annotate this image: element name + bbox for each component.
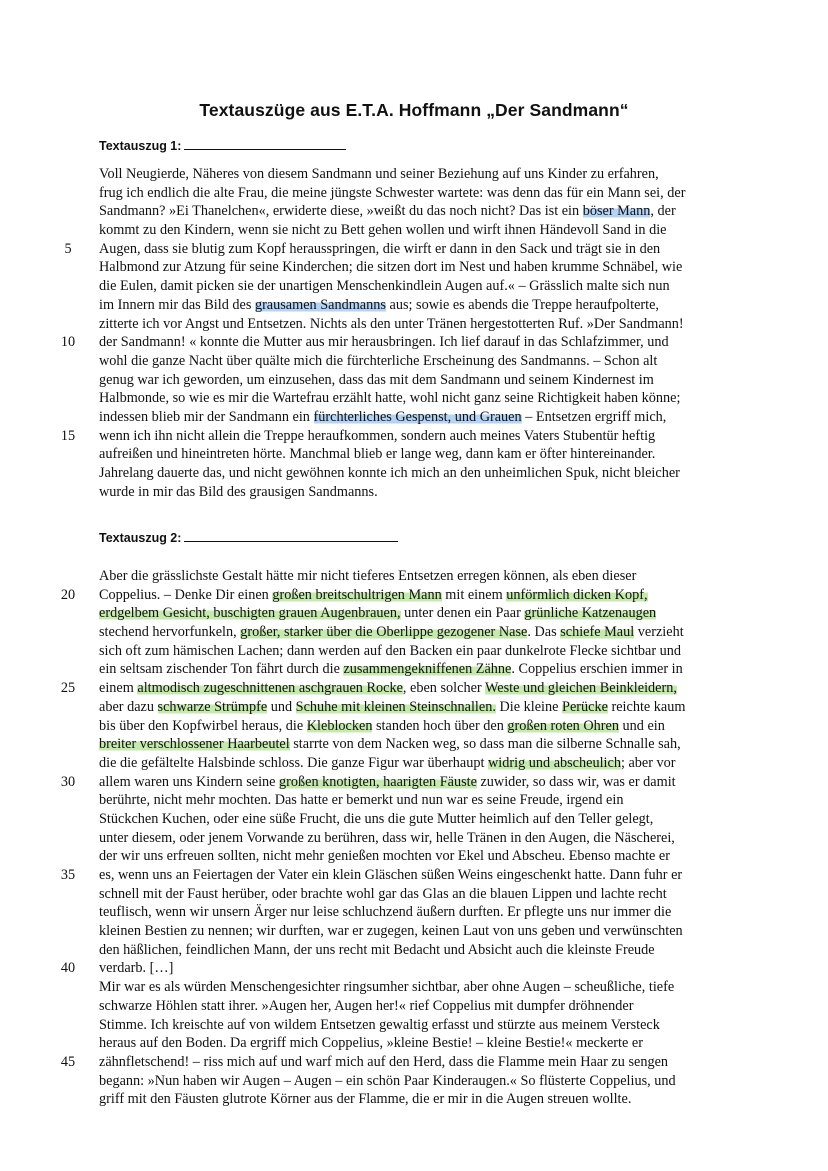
line-number: 30 xyxy=(60,773,76,790)
line-number: 5 xyxy=(64,240,72,257)
text-segment: im Innern mir das Bild des xyxy=(99,296,255,313)
text-segment: begann: »Nun haben wir Augen – Augen – ein schön Paar Kinderaugen.« So flüsterte Coppelius, und xyxy=(99,1072,676,1089)
highlight-green: großen breitschultrigen Mann xyxy=(272,586,442,603)
text-line xyxy=(99,464,685,483)
text-segment: zuwider, so dass wir, was er damit xyxy=(476,773,676,790)
text-line xyxy=(99,698,685,717)
highlight-green: grünliche Katzenaugen xyxy=(524,605,657,622)
text-line xyxy=(99,717,685,736)
highlight-green: altmodisch zugeschnittenen aschgrauen Rocke xyxy=(137,680,403,697)
text-line xyxy=(99,165,685,184)
highlight-blue: grausamen Sandmanns xyxy=(254,296,386,313)
text-line xyxy=(99,1072,685,1091)
text-segment: zähnfletschend! – riss mich auf und warf mich auf den Herd, dass die Flamme mein Haar zu sengen xyxy=(99,1053,669,1070)
text-line xyxy=(99,445,685,464)
text-segment: teuflisch, wenn wir unsern Ärger nur leise schluchzend äußern durften. Er pflegte uns nur immer die xyxy=(99,904,672,921)
text-segment: kommt zu den Kindern, wenn sie nicht zu Bett gehen wollen und wirft ihnen Händevoll Sand in die xyxy=(99,222,667,239)
highlight-green: Weste und gleichen Beinkleidern, xyxy=(484,680,677,697)
text-line xyxy=(99,623,685,642)
highlight-green: widrig und abscheulich xyxy=(487,754,621,771)
text-line xyxy=(64,240,685,259)
text-line xyxy=(99,1034,685,1053)
text-segment: Mir war es als würden Menschengesichter ringsumher sichtbar, aber ohne Augen – scheußliche, tiefe xyxy=(99,979,675,996)
text-line xyxy=(99,408,685,427)
text-segment: , eben solcher xyxy=(402,680,485,697)
text-segment: schnell mit der Faust herüber, oder brachte wohl gar das Glas an die blauen Lippen und lachte recht xyxy=(99,885,667,902)
text-line xyxy=(99,847,685,866)
text-line xyxy=(99,389,685,408)
text-line xyxy=(60,866,685,885)
excerpt-2-heading-label: Textauszug 2: xyxy=(99,531,182,545)
text-segment: der wir uns erfreuen sollten, nicht mehr genießen mochten vor Ekel und Abscheu. Ebenso machte er xyxy=(99,848,671,865)
text-segment: unter denen ein Paar xyxy=(400,605,525,622)
text-line xyxy=(99,791,685,810)
text-line xyxy=(99,642,685,661)
text-line xyxy=(99,371,685,390)
text-line xyxy=(99,1016,685,1035)
text-segment: kleinen Bestien zu nennen; wir durften, war er zugegen, keinen Laut von uns geben und verwünschten xyxy=(99,923,683,940)
text-segment: , der xyxy=(650,203,676,220)
text-segment: den häßlichen, feindlichen Mann, der uns recht mit Bedacht und Absicht auch die kleinste Freude xyxy=(99,941,655,958)
highlight-green: Schuhe mit kleinen Steinschnallen. xyxy=(295,698,496,715)
text-line xyxy=(99,315,685,334)
highlight-green: breiter verschlossener Haarbeutel xyxy=(99,736,290,753)
text-line xyxy=(60,1053,685,1072)
text-segment: aber dazu xyxy=(99,698,158,715)
text-segment: verdarb. […] xyxy=(99,960,174,977)
text-segment: allem waren uns Kindern seine xyxy=(99,773,280,790)
text-line xyxy=(99,903,685,922)
text-segment: zitterte ich vor Angst und Entsetzen. Nichts als den unter Tränen hergestotterten Ruf. »Der Sandmann! xyxy=(99,315,684,332)
excerpt-2-blank-line xyxy=(184,530,398,542)
line-number: 10 xyxy=(60,334,76,351)
text-segment: Die kleine xyxy=(495,698,563,715)
text-segment: Coppelius. – Denke Dir einen xyxy=(99,586,273,603)
text-line xyxy=(99,296,685,315)
text-line xyxy=(99,202,685,221)
text-line xyxy=(99,978,685,997)
text-line xyxy=(99,922,685,941)
text-segment: Aber die grässlichste Gestalt hätte mir nicht tieferes Entsetzen erregen können, als eben dieser xyxy=(99,568,637,584)
highlight-blue: fürchterliches Gespenst, und Grauen xyxy=(313,408,522,425)
highlight-green: Kleblocken xyxy=(306,717,373,734)
text-segment: griff mit den Fäusten glutrote Körner aus der Flamme, die er mir in die Augen streuen wollte. xyxy=(99,1091,632,1108)
text-segment: die die gefältelte Halsbinde schloss. Die ganze Figur war überhaupt xyxy=(99,754,488,771)
text-segment: es, wenn uns an Feiertagen der Vater ein klein Gläschen süßen Weins eingeschenkt hatte. Dann fuhr er xyxy=(99,867,683,883)
text-segment: frug ich endlich die alte Frau, die meine jüngste Schwester wartete: was denn das für ein Mann sei, der xyxy=(99,184,686,201)
text-segment: mit einem xyxy=(441,586,507,603)
text-segment: Augen, dass sie blutig zum Kopf herausspringen, die wirft er dann in den Sack und trägt sie in den xyxy=(99,240,661,257)
text-segment: stechend hervorfunkeln, xyxy=(99,624,241,641)
text-line xyxy=(99,221,685,240)
text-segment: Voll Neugierde, Näheres von diesem Sandmann und seiner Beziehung auf uns Kinder zu erfahren, xyxy=(99,166,659,182)
text-line xyxy=(99,735,685,754)
text-line xyxy=(60,773,685,792)
highlight-green: großen knotigten, haarigten Fäuste xyxy=(279,773,477,790)
line-number: 25 xyxy=(60,680,76,697)
text-line xyxy=(99,184,685,203)
highlight-green: zusammengekniffenen Zähne xyxy=(343,661,512,678)
highlight-green: großer, starker über die Oberlippe gezogener Nase xyxy=(240,624,528,641)
highlight-green: schiefe Maul xyxy=(560,624,635,641)
text-segment: und xyxy=(267,698,296,715)
text-segment: ; aber vor xyxy=(620,754,676,771)
highlight-blue: böser Mann xyxy=(582,203,651,220)
excerpt-1-text xyxy=(60,165,686,501)
excerpt-1-heading-label: Textauszug 1: xyxy=(99,139,182,153)
text-segment: berührte, nicht mehr mochten. Das hatte er bemerkt und nun war es seine Freude, irgend ein xyxy=(99,792,624,809)
highlight-green: schwarze Strümpfe xyxy=(157,698,268,715)
excerpt-1-heading xyxy=(99,138,346,153)
text-line xyxy=(99,941,685,960)
highlight-green: großen roten Ohren xyxy=(507,717,619,734)
text-segment: . Coppelius erschien immer in xyxy=(511,661,683,678)
text-segment: ein seltsam zischender Ton fährt durch die xyxy=(99,661,344,678)
text-line xyxy=(99,277,685,296)
text-line xyxy=(99,483,685,502)
text-line xyxy=(99,997,685,1016)
text-segment: bis über den Kopfwirbel heraus, die xyxy=(99,717,307,734)
line-number: 15 xyxy=(60,427,76,444)
text-line xyxy=(99,810,685,829)
text-line xyxy=(99,604,685,623)
text-segment: schwarze Höhlen statt ihrer. »Augen her, Augen her!« rief Coppelius mit dumpfer dröhnender xyxy=(99,997,634,1014)
highlight-green: unförmlich dicken Kopf, xyxy=(506,586,648,603)
text-segment: Sandmann? »Ei Thanelchen«, erwiderte diese, »weißt du das noch nicht? Das ist ein xyxy=(99,203,583,220)
line-number: 35 xyxy=(60,867,76,883)
text-line xyxy=(99,258,685,277)
page-title: Textauszüge aus E.T.A. Hoffmann „Der Sandmann“ xyxy=(199,100,629,120)
text-segment: wohl die ganze Nacht über quälte mich die fürchterliche Erscheinung des Sandmanns. – Schon alt xyxy=(99,352,658,369)
text-segment: die Eulen, damit picken sie der unartigen Menschenkindlein Augen auf.« – Grässlich malte sich nun xyxy=(99,278,670,295)
text-segment: der Sandmann! « konnte die Mutter aus mir herausbringen. Ich lief darauf in das Schlafzimmer, und xyxy=(99,334,669,351)
text-segment: starrte von dem Nacken weg, so dass man die silberne Schnalle sah, xyxy=(289,736,681,753)
text-segment: heraus auf den Boden. Da ergriff mich Coppelius, »kleine Bestie! – kleine Bestie!« meckerte er xyxy=(99,1035,643,1052)
excerpt-1-blank-line xyxy=(184,138,346,150)
text-line xyxy=(99,754,685,773)
text-segment: indessen blieb mir der Sandmann ein xyxy=(99,408,314,425)
text-segment: Stückchen Kuchen, oder eine süße Frucht, die uns die gute Mutter heimlich auf den Teller gelegt, xyxy=(99,810,654,827)
text-segment: sich oft zum hämischen Lachen; dann werden auf den Backen ein paar dunkelrote Flecke sichtbar und xyxy=(99,642,682,659)
text-segment: . Das xyxy=(527,624,561,641)
line-number: 45 xyxy=(60,1053,76,1070)
text-segment: Stimme. Ich kreischte auf von wildem Entsetzen gewaltig erfasst und stürzte aus meinem Versteck xyxy=(99,1016,660,1033)
text-line xyxy=(60,427,685,446)
text-segment: Halbmonde, so wie es mir die Wartefrau erzählt hatte, wohl nicht ganz seine Richtigkeit haben könne; xyxy=(99,390,681,407)
text-segment: genug war ich geworden, um einzusehen, dass das mit dem Sandmann und seinem Kindernest im xyxy=(99,371,654,388)
text-segment: standen hoch über den xyxy=(372,717,508,734)
text-line xyxy=(99,660,685,679)
text-segment: wenn ich ihn nicht allein die Treppe heraufkommen, sondern auch meines Vaters Stubentür heftig xyxy=(99,427,656,444)
line-number: 20 xyxy=(60,586,76,603)
text-line xyxy=(60,586,685,605)
text-line xyxy=(99,885,685,904)
excerpt-2-text xyxy=(60,567,686,1109)
text-segment: – Entsetzen ergriff mich, xyxy=(521,408,667,425)
highlight-green: Perücke xyxy=(562,698,608,715)
text-segment: aus; sowie es abends die Treppe heraufpolterte, xyxy=(385,296,659,313)
text-segment: einem xyxy=(99,680,138,697)
text-segment: Jahrelang dauerte das, und nicht gewöhnen konnte ich mich an den unheimlichen Spuk, nicht bleicher xyxy=(99,465,680,481)
highlight-green: erdgelbem Gesicht, buschigten grauen Augenbrauen, xyxy=(99,605,401,622)
text-segment: unter diesem, oder jenem Vorwande zu berühren, dass wir, helle Tränen in den Augen, die Näscherei, xyxy=(99,829,675,846)
text-line xyxy=(99,352,685,371)
text-segment: Halbmond zur Atzung für seine Kinderchen; die sitzen dort im Nest und haben krumme Schnäbel, wie xyxy=(99,259,683,276)
text-segment: verzieht xyxy=(634,624,684,641)
text-segment: reichte kaum xyxy=(607,698,686,715)
text-line xyxy=(60,679,685,698)
text-line xyxy=(60,333,685,352)
text-segment: wurde in mir das Bild des grausigen Sandmanns. xyxy=(99,483,378,500)
excerpt-2-heading xyxy=(99,530,398,545)
text-line xyxy=(60,959,685,978)
text-segment: aufreißen und hineintreten hörte. Manchmal blieb er lange weg, dann kam er öfter hintereinander. xyxy=(99,446,656,463)
line-number: 40 xyxy=(60,960,76,977)
text-line xyxy=(99,1090,685,1109)
text-line xyxy=(99,567,685,586)
text-segment: und ein xyxy=(618,717,665,734)
text-line xyxy=(99,829,685,848)
